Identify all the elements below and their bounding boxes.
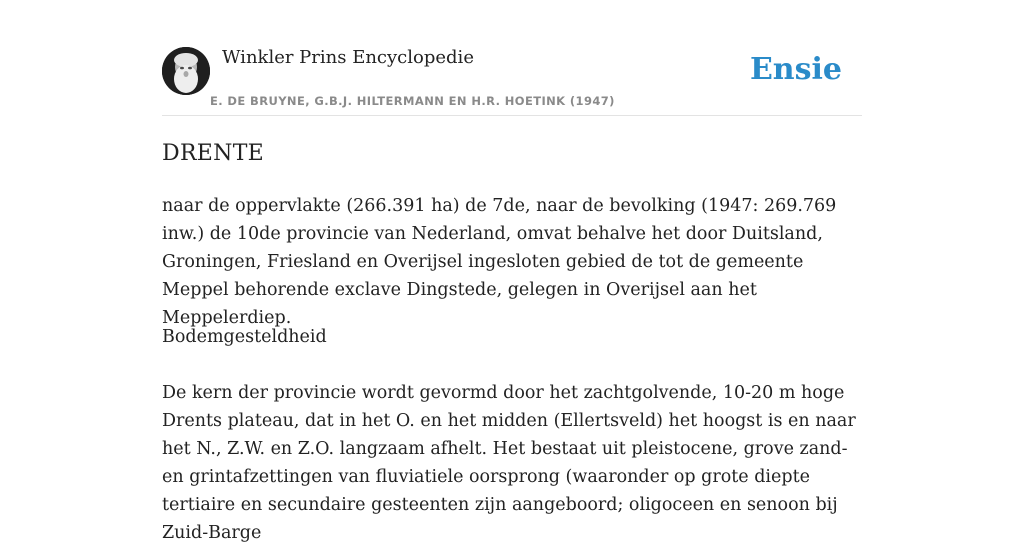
portrait-image (162, 47, 210, 95)
article-paragraph: naar de oppervlakte (266.391 ha) de 7de, naar de bevolking (1947: 269.769 inw.) de 10de provincie van Nederland, omvat behalve het door Duitsland, Groningen, Friesland en Overijsel ingesloten gebied de tot de gemeente Meppel behorende exclave Dingstede, gelegen in Overijsel aan het Meppelerdiep. (162, 196, 837, 328)
header (162, 40, 862, 116)
author-avatar (162, 47, 210, 95)
page (162, 0, 862, 543)
encyclopedia-title[interactable]: Winkler Prins Encyclopedie (222, 47, 474, 68)
ensie-logo-link[interactable]: Ensie (749, 52, 842, 87)
section-heading: Bodemgesteldheid (162, 327, 327, 347)
authors-line: E. DE BRUYNE, G.B.J. HILTERMANN EN H.R. HOETINK (1947) (210, 94, 615, 108)
article-paragraph: De kern der provincie wordt gevormd door het zachtgolvende, 10-20 m hoge Drents plateau, dat in het O. en het midden (Ellertsveld) het hoogst is en naar het N., Z.W. en Z.O. langzaam afhelt. Het bestaat uit pleistocene, grove zand- en grintafzettingen van fluviatiele oorsprong (waaronder op grote diepte tertiaire en secundaire gesteenten zijn aangeboord; oligoceen en senoon bij Zuid-Barge (162, 383, 856, 543)
article-title: DRENTE (162, 141, 265, 166)
